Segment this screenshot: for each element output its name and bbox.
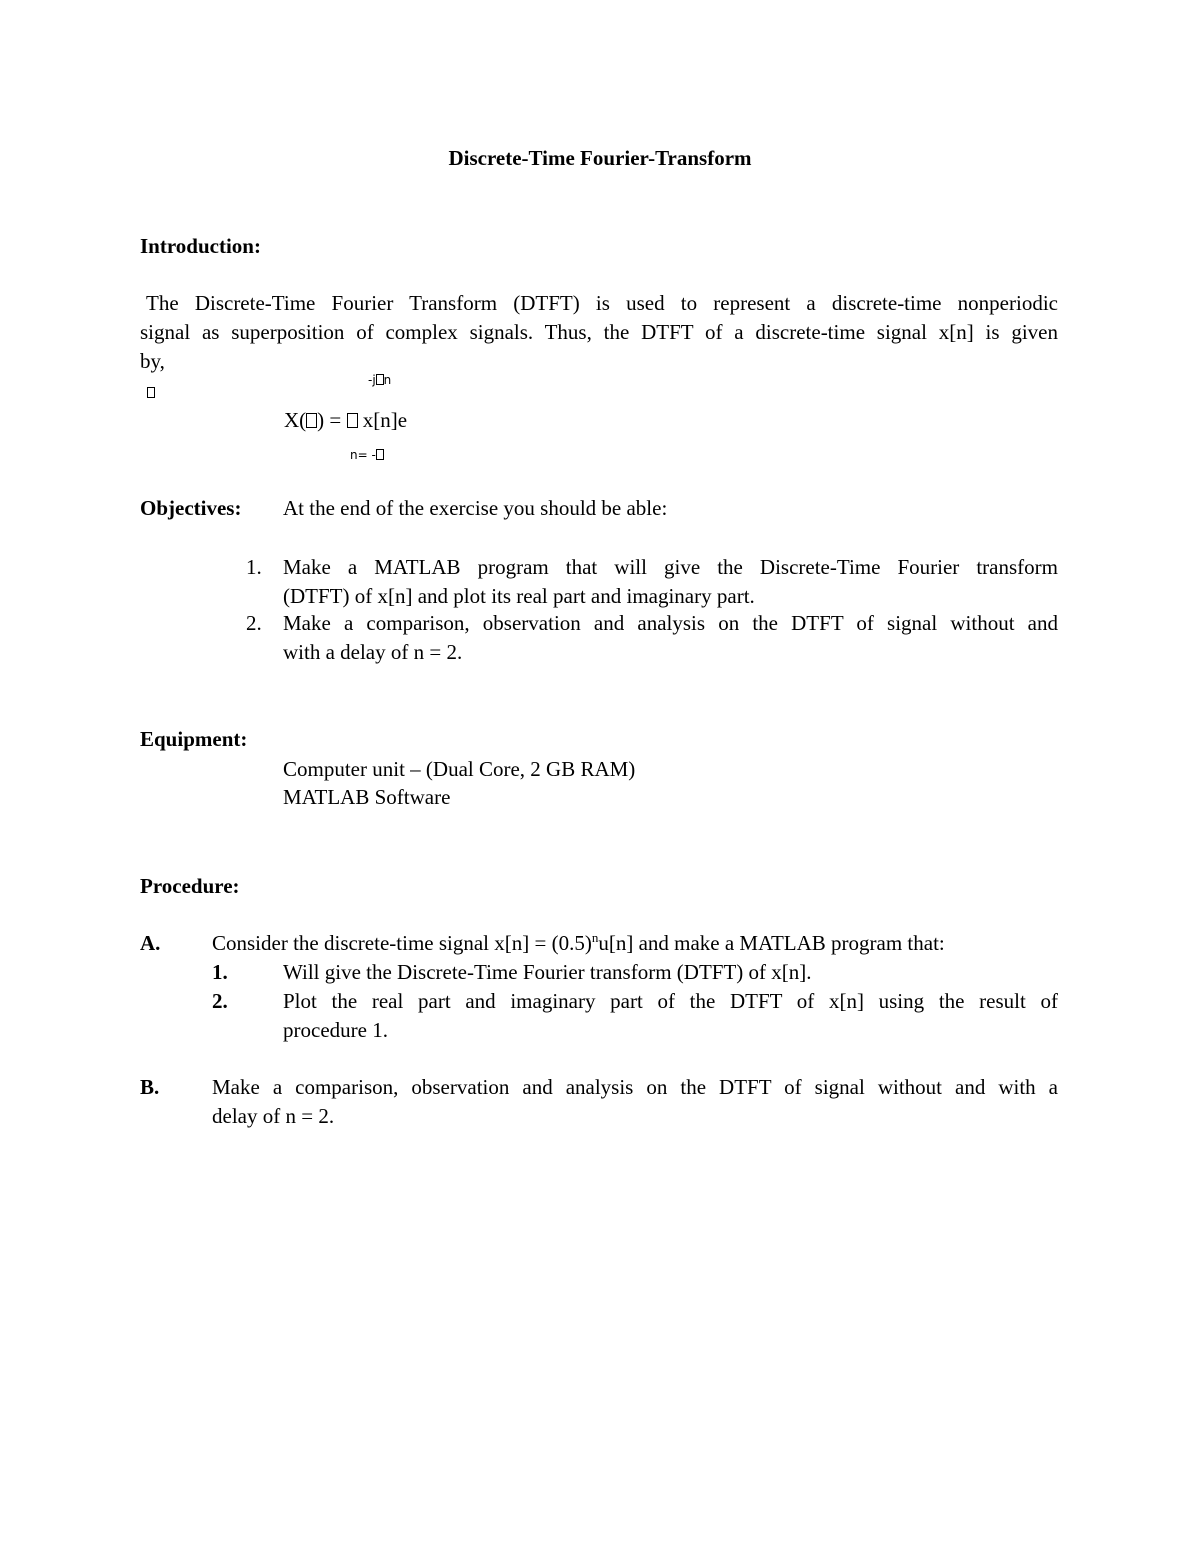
procedure-step-line: Plot the real part and imaginary part of the DTFT of x[n] using the result of: [283, 989, 1058, 1013]
equation-rhs: x[n]e: [362, 408, 408, 432]
page-title: Discrete-Time Fourier-Transform: [448, 146, 752, 170]
procedure-a-text: [212, 929, 945, 958]
procedure-step-line: procedure 1.: [283, 1018, 388, 1042]
missing-glyph-box: [147, 387, 155, 398]
procedure-b-label: B.: [140, 1075, 160, 1099]
objective-item-line: (DTFT) of x[n] and plot its real part and imaginary part.: [283, 584, 755, 608]
equipment-heading: Equipment:: [140, 727, 248, 751]
introduction-line-2: signal as superposition of complex signals. Thus, the DTFT of a discrete-time signal x[n] is given: [140, 320, 1058, 344]
missing-glyph-box: [376, 449, 384, 460]
objective-item-line: Make a comparison, observation and analysis on the DTFT of signal without and: [283, 611, 1058, 635]
equipment-item: MATLAB Software: [283, 785, 451, 809]
procedure-a-text-after: u[n] and make a MATLAB program that:: [598, 931, 945, 955]
introduction-line-1: The Discrete-Time Fourier Transform (DTFT) is used to represent a discrete-time nonperiodic: [146, 291, 1058, 315]
objective-number: 1.: [246, 555, 262, 579]
missing-glyph-box: [306, 413, 317, 428]
lower-limit-prefix: n= -: [350, 448, 376, 462]
introduction-heading: Introduction:: [140, 234, 261, 258]
procedure-step-number: 1.: [212, 960, 228, 984]
objective-item-line: with a delay of n = 2.: [283, 640, 463, 664]
exponent-suffix: n: [383, 373, 392, 387]
exponent-prefix: -j: [368, 373, 376, 387]
procedure-b-line: delay of n = 2.: [212, 1104, 335, 1128]
sum-glyph-box: [347, 413, 358, 428]
procedure-heading: Procedure:: [140, 874, 240, 898]
lhs-suffix: ) =: [317, 408, 342, 432]
introduction-line-3: by,: [140, 349, 165, 373]
objectives-intro: At the end of the exercise you should be able:: [283, 496, 668, 520]
objectives-heading: Objectives:: [140, 496, 242, 520]
objective-number: 2.: [246, 611, 262, 635]
equipment-item: Computer unit – (Dual Core, 2 GB RAM): [283, 757, 636, 781]
procedure-a-superscript: n: [591, 930, 599, 945]
objective-item-line: Make a MATLAB program that will give the Discrete-Time Fourier transform: [283, 555, 1058, 579]
procedure-b-line: Make a comparison, observation and analysis on the DTFT of signal without and with a: [212, 1075, 1058, 1099]
procedure-step-line: Will give the Discrete-Time Fourier transform (DTFT) of x[n].: [283, 960, 812, 984]
missing-glyph-box: [376, 374, 384, 385]
procedure-a-text-before: Consider the discrete-time signal x[n] = (0.5): [212, 931, 592, 955]
exponent: [368, 373, 391, 387]
lhs-prefix: X(: [284, 408, 307, 432]
procedure-step-number: 2.: [212, 989, 228, 1013]
procedure-a-label: A.: [140, 931, 161, 955]
equation-main: [284, 406, 407, 435]
upper-limit-glyph: [147, 376, 155, 405]
lower-limit: [350, 448, 384, 462]
